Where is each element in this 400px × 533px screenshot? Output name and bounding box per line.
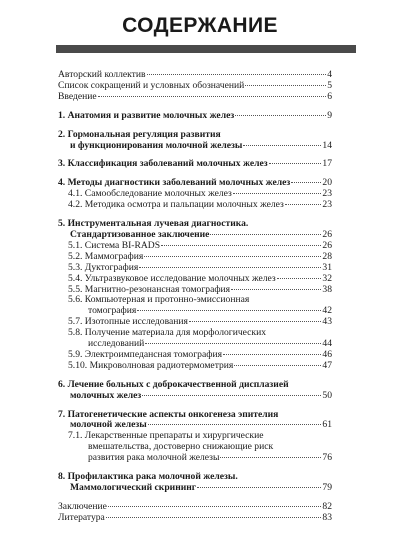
toc-label: 5.4. Ультразвуковое исследование молочных желез <box>68 272 276 284</box>
toc-page: 42 <box>322 305 332 317</box>
title-rule <box>56 45 356 53</box>
toc-label: 5.3. Дуктография <box>68 261 139 273</box>
toc-page: 31 <box>322 261 332 273</box>
toc-page: 26 <box>322 239 332 251</box>
toc-page: 50 <box>322 389 332 401</box>
toc-label: 5.9. Электроимпедансная томография <box>68 348 222 360</box>
toc-label: 4.2. Методика осмотра и пальпации молочных желез <box>68 199 284 211</box>
toc-page: 61 <box>322 419 332 431</box>
toc-label: 5.6. Компьютерная и протонно-эмиссионная <box>68 294 250 306</box>
toc-label-cont: томография <box>88 305 137 317</box>
toc-label: 7. Патогенетические аспекты онкогенеза эпителия <box>58 408 279 420</box>
toc-page: 47 <box>322 359 332 371</box>
toc-label: Авторский коллектив <box>58 69 146 80</box>
toc-label-cont: исследований <box>88 338 145 350</box>
toc-entry-references[interactable] <box>58 513 332 524</box>
toc-entry-5-10[interactable] <box>58 361 332 372</box>
toc-entry-introduction[interactable] <box>58 92 332 103</box>
toc-label-cont: молочной железы <box>70 419 147 431</box>
toc-label: 4.1. Самообследование молочных желез <box>68 188 232 200</box>
toc-entry-chapter-7[interactable] <box>58 410 332 432</box>
toc-label: 5. Инструментальная лучевая диагностика. <box>58 218 249 230</box>
toc-page: 20 <box>322 177 332 189</box>
toc-entry-5-8[interactable] <box>58 328 332 350</box>
toc-page: 9 <box>327 109 332 121</box>
toc-page: 6 <box>327 90 332 102</box>
toc-label: 1. Анатомия и развитие молочных желез <box>58 109 235 121</box>
toc-label-cont: вмешательства, достоверно снижающие риск <box>88 441 274 453</box>
toc-label: 4. Методы диагностики заболеваний молочных желез <box>58 177 291 189</box>
toc-page: 79 <box>322 482 332 493</box>
toc-entry-chapter-3[interactable] <box>58 159 332 170</box>
toc-page: 32 <box>322 272 332 284</box>
toc-label: Заключение <box>58 500 107 512</box>
toc-entry-chapter-1[interactable] <box>58 111 332 122</box>
toc-label: 5.10. Микроволновая радиотермометрия <box>68 359 234 371</box>
toc-label: 8. Профилактика рака молочной железы. <box>58 471 238 483</box>
toc-entry-abbreviations[interactable] <box>58 81 332 92</box>
toc-label: Литература <box>58 511 105 523</box>
toc-page: 17 <box>322 158 332 170</box>
toc-page: 26 <box>322 228 332 240</box>
toc-entry-5-3[interactable] <box>58 263 332 274</box>
toc-label: 3. Классификация заболеваний молочных желез <box>58 158 268 170</box>
toc-entry-chapter-8[interactable] <box>58 472 332 494</box>
toc-entry-7-1[interactable] <box>58 431 332 464</box>
toc-label: Список сокращений и условных обозначений <box>58 79 245 91</box>
toc-entry-chapter-2[interactable] <box>58 130 332 152</box>
toc-entry-chapter-5[interactable] <box>58 219 332 241</box>
toc-page: 43 <box>322 316 332 328</box>
toc-label: 2. Гормональная регуляция развития <box>58 128 221 140</box>
toc-page: 44 <box>322 338 332 350</box>
toc-page: 4 <box>327 69 332 80</box>
page-title: СОДЕРЖАНИЕ <box>122 14 278 37</box>
toc-label: 5.2. Маммография <box>68 250 144 262</box>
toc-label: 5.8. Получение материала для морфологических <box>68 327 267 339</box>
toc-page: 82 <box>322 500 332 512</box>
toc-label: 5.5. Магнитно-резонансная томография <box>68 283 231 295</box>
toc-label: 7.1. Лекарственные препараты и хирургические <box>68 430 264 442</box>
toc-label-cont: развития рака молочной железы <box>88 452 220 464</box>
toc-entry-5-6[interactable] <box>58 295 332 317</box>
toc-page: 76 <box>322 452 332 464</box>
toc-label-cont: Стандартизованное заключение <box>70 228 210 240</box>
toc-label: 6. Лечение больных с доброкачественной дисплазией <box>58 378 289 390</box>
toc-entry-chapter-6[interactable] <box>58 380 332 402</box>
toc-label: Введение <box>58 90 97 102</box>
toc-page: 28 <box>322 250 332 262</box>
toc-page: 83 <box>322 511 332 523</box>
toc-page: 5 <box>327 79 332 91</box>
toc-label-cont: молочных желез <box>70 389 142 401</box>
toc-label-cont: Маммологический скрининг <box>70 482 197 493</box>
toc-page: 23 <box>322 199 332 211</box>
toc-entry-4-2[interactable] <box>58 200 332 211</box>
toc-entry-5-4[interactable] <box>58 274 332 285</box>
table-of-contents <box>58 70 332 524</box>
toc-page: 23 <box>322 188 332 200</box>
toc-page: 46 <box>322 348 332 360</box>
toc-label: 5.7. Изотопные исследования <box>68 316 188 328</box>
toc-label: 5.1. Система BI-RADS <box>68 239 161 251</box>
toc-page: 38 <box>322 283 332 295</box>
toc-label-cont: и функционирования молочной железы <box>70 139 243 151</box>
toc-page: 14 <box>322 139 332 151</box>
